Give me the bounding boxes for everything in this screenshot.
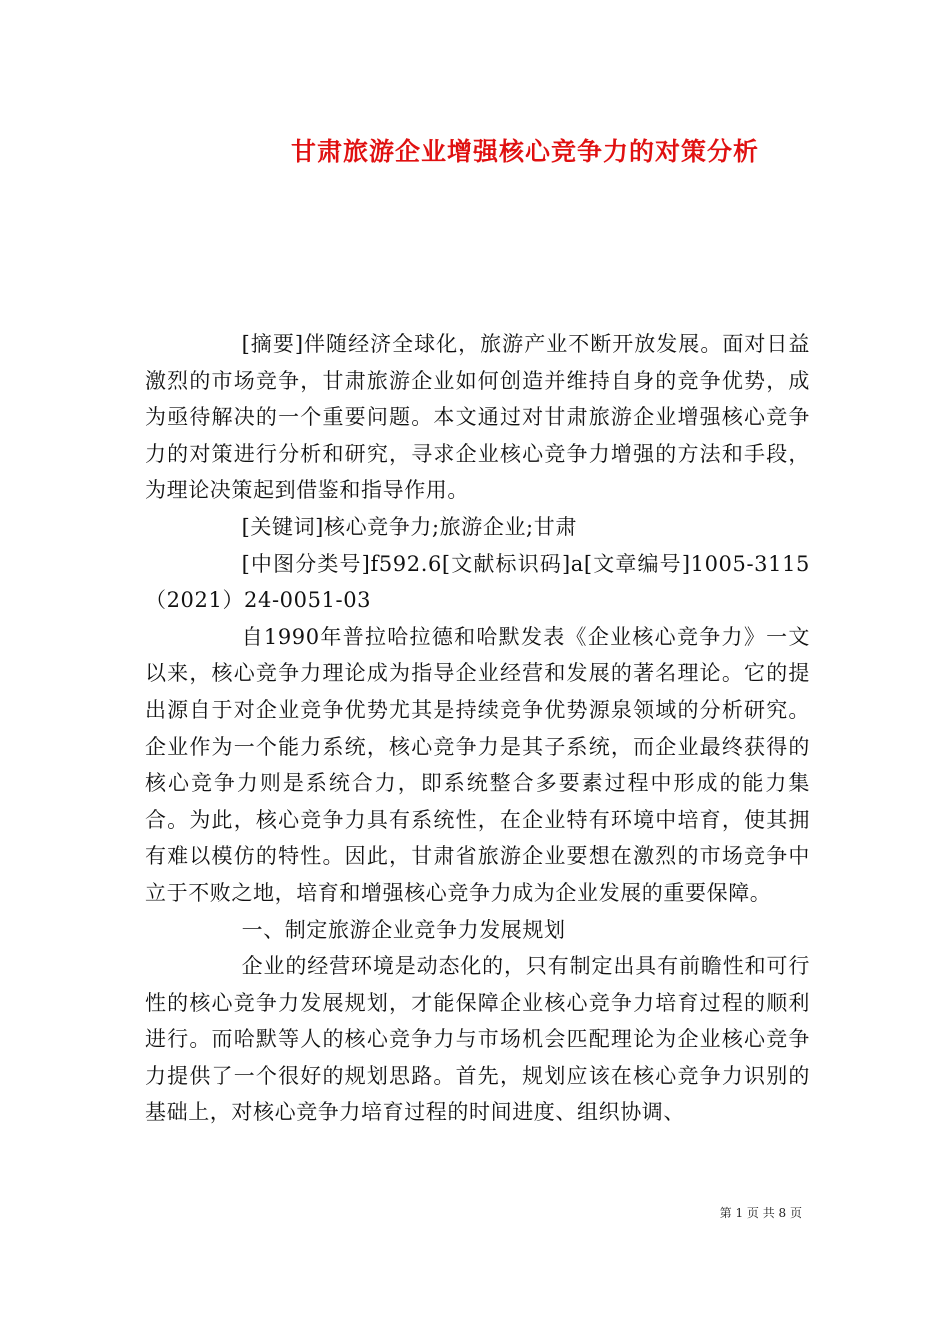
section-heading: 一、制定旅游企业竞争力发展规划 bbox=[241, 917, 566, 942]
page-number: 第 1 页 共 8 页 bbox=[719, 1206, 802, 1220]
classification-line: [中图分类号]f592.6[文献标识码]a[文章编号]1005-3115（2021）24-0051-03 bbox=[145, 551, 810, 613]
intro-paragraph: 自1990年普拉哈拉德和哈默发表《企业核心竞争力》一文以来，核心竞争力理论成为指导企业经营和发展的著名理论。它的提出源自于对企业竞争优势尤其是持续竞争优势源泉领域的分析研究。企业作为一个能力系统，核心竞争力是其子系统，而企业最终获得的核心竞争力则是系统合力，即系统整合多要素过程中形成的能力集合。为此，核心竞争力具有系统性，在企业特有环境中培育，使其拥有难以模仿的特性。因此，甘肃省旅游企业要想在激烈的市场竞争中立于不败之地，培育和增强核心竞争力成为企业发展的重要保障。 bbox=[145, 624, 810, 905]
abstract-paragraph: [摘要]伴随经济全球化，旅游产业不断开放发展。面对日益激烈的市场竞争，甘肃旅游企业如何创造并维持自身的竞争优势，成为亟待解决的一个重要问题。本文通过对甘肃旅游企业增强核心竞争力的对策进行分析和研究，寻求企业核心竞争力增强的方法和手段，为理论决策起到借鉴和指导作用。 bbox=[145, 332, 810, 503]
document-title: 甘肃旅游企业增强核心竞争力的对策分析 bbox=[290, 137, 759, 166]
section-paragraph: 企业的经营环境是动态化的，只有制定出具有前瞻性和可行性的核心竞争力发展规划，才能保障企业核心竞争力培育过程的顺利进行。而哈默等人的核心竞争力与市场机会匹配理论为企业核心竞争力提供了一个很好的规划思路。首先，规划应该在核心竞争力识别的基础上，对核心竞争力培育过程的时间进度、组织协调、 bbox=[145, 954, 810, 1125]
document-body bbox=[145, 326, 810, 1131]
keywords-line: [关键词]核心竞争力;旅游企业;甘肃 bbox=[241, 514, 577, 539]
